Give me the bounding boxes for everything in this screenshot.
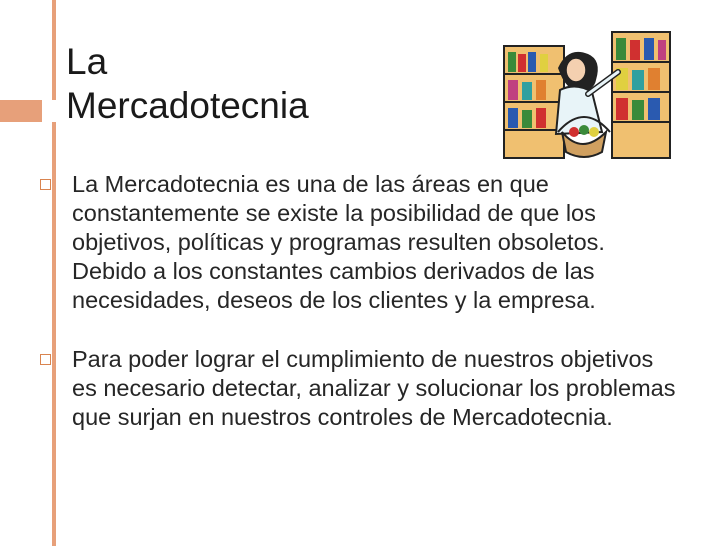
title-line-1: La bbox=[66, 41, 108, 82]
bullet-list bbox=[40, 170, 680, 462]
accent-bar bbox=[0, 100, 42, 122]
bullet-square-icon bbox=[40, 179, 51, 190]
shopper-in-store-clipart-icon bbox=[500, 28, 672, 170]
bullet-text: Para poder lograr el cumplimiento de nuestros objetivos es necesario detectar, analizar y solucionar los problemas que surjan en nuestros controles de Mercadotecnia. bbox=[72, 346, 676, 430]
bullet-square-icon bbox=[40, 354, 51, 365]
list-item bbox=[40, 170, 680, 315]
title-line-2: Mercadotecnia bbox=[66, 85, 309, 126]
slide-title bbox=[66, 40, 386, 128]
bullet-text: La Mercadotecnia es una de las áreas en que constantemente se existe la posibilidad de que los objetivos, políticas y programas resulten obsoletos. Debido a los constantes cambios derivados de las necesidades, deseos de los clientes y la empresa. bbox=[72, 171, 605, 313]
list-item bbox=[40, 345, 680, 432]
accent-box bbox=[52, 100, 60, 122]
